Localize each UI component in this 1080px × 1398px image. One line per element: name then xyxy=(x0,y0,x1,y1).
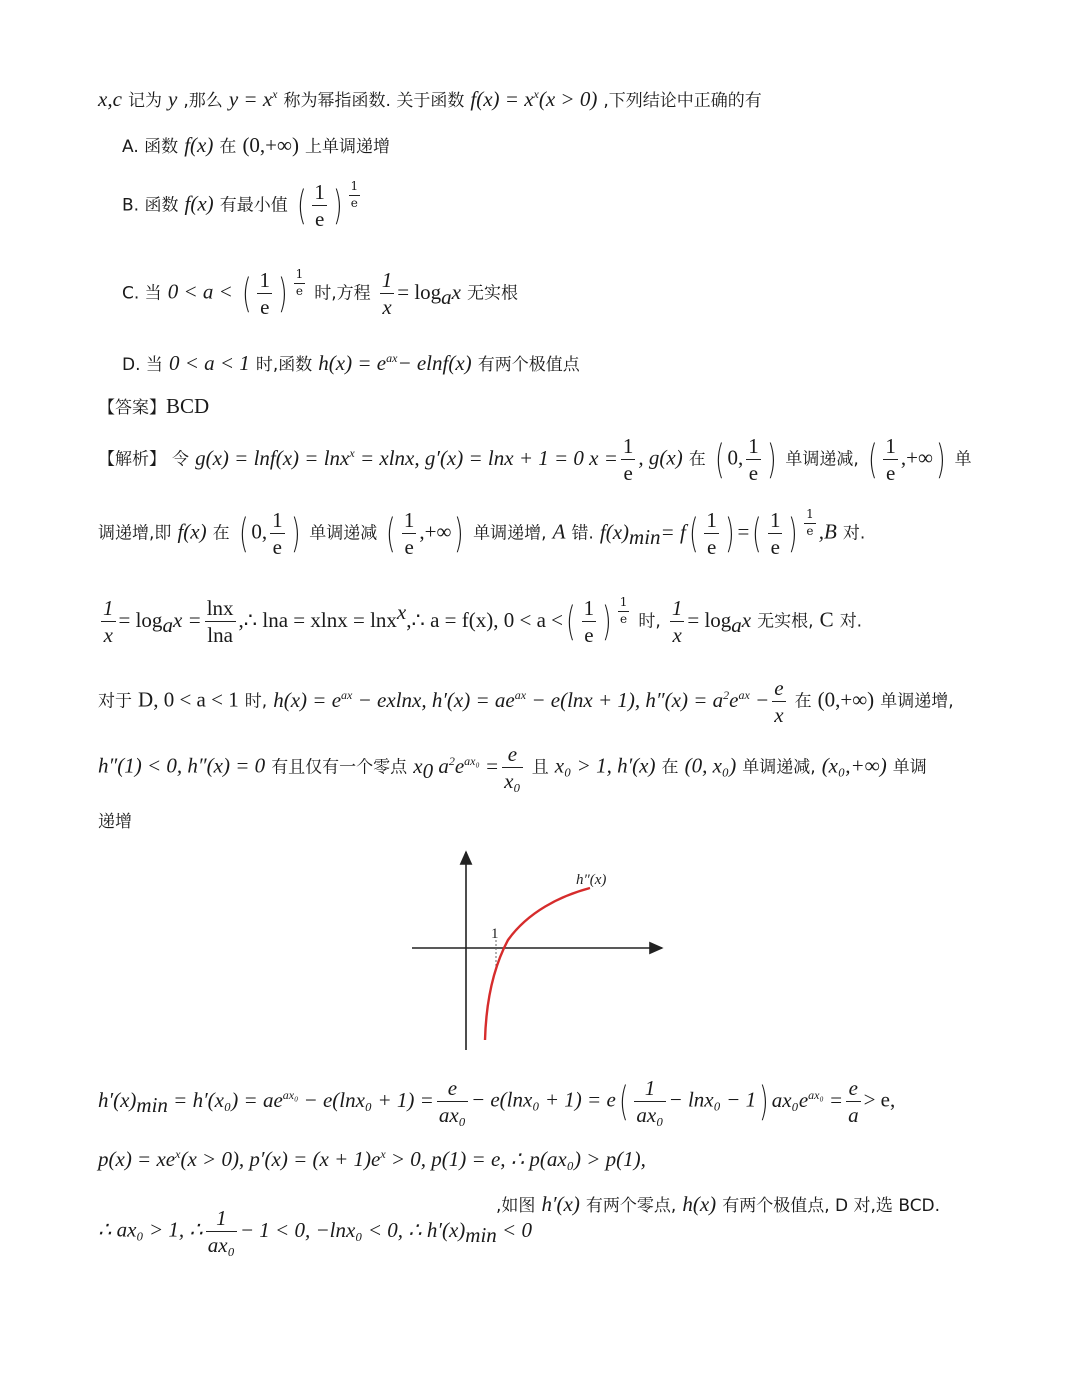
intro-line xyxy=(98,88,762,110)
analysis-line-9-right xyxy=(496,1194,940,1215)
analysis-line-6 xyxy=(98,812,132,831)
graph-figure xyxy=(400,840,680,1060)
analysis-line-2 xyxy=(98,508,865,559)
paren-open: ( xyxy=(752,510,762,557)
analysis-line-7 xyxy=(98,1076,895,1127)
analysis-3-expr-3: = $\log_ax$ xyxy=(687,607,752,637)
option-b-f: f(x) xyxy=(184,191,214,216)
analysis-7-expr-3: − lnx₀ − 1 xyxy=(668,1087,757,1112)
analysis-1-expr: g(x) = lnf(x) = lnx$^x$ = xlnx, g′(x) = lnx + 1 = 0 x = xyxy=(195,445,618,470)
analysis-2-frac-2: $\frac{1}{e}$ xyxy=(769,508,781,560)
analysis-4-text-0: 对于 xyxy=(98,691,132,712)
intro-text-3: 称为幂指函数. 关于函数 xyxy=(283,91,465,111)
analysis-2-text-1: 在 xyxy=(212,523,230,544)
intro-head: x,c xyxy=(98,87,122,111)
option-c-label: C. 当 xyxy=(122,283,162,304)
analysis-3-text-1: 时, xyxy=(638,611,661,632)
analysis-2-text-4: 错. xyxy=(571,523,594,544)
option-a-tail: 上单调递增 xyxy=(305,137,391,157)
analysis-7-frac-3: $\frac{e}{a}$ xyxy=(848,1076,859,1128)
analysis-1-text-1: 在 xyxy=(688,449,706,470)
paren-open: ( xyxy=(867,436,878,483)
intro-text-2: ,那么 xyxy=(183,91,223,111)
option-b-label: B. 函数 xyxy=(122,195,179,216)
option-d-pre: 0 < a < 1 xyxy=(168,351,250,375)
analysis-1-text-2: 单调递减, xyxy=(785,449,859,470)
analysis-4-expr-0: D, 0 < a < 1 xyxy=(138,687,239,712)
interval-3-frac: $\frac{1}{e}$ xyxy=(272,508,283,560)
analysis-2-text-2: 单调递减 xyxy=(309,523,378,544)
analysis-line-1 xyxy=(98,434,972,485)
option-b-exponent: $\frac{1}{e}$ xyxy=(350,179,359,210)
analysis-3-expr-1: = $\log_ax$ = xyxy=(118,607,202,637)
paren-close: ) xyxy=(454,510,464,557)
analysis-7-expr-4: $ax_0e^{ax_0}$ = xyxy=(771,1087,844,1112)
option-a xyxy=(122,135,390,156)
analysis-1-text-0: 令 xyxy=(172,449,190,470)
analysis-9-expr-2: − 1 < 0, −lnx₀ < 0, ∴ $h'(x)_{min} < 0$ xyxy=(239,1217,532,1247)
option-a-text: 在 xyxy=(219,137,237,157)
paren-open: ( xyxy=(618,1078,629,1125)
analysis-1-expr-2: , g(x) xyxy=(638,445,683,470)
intro-y: y xyxy=(168,87,178,111)
option-a-interval: (0,+∞) xyxy=(242,133,299,157)
analysis-5-text-5: 单调 xyxy=(892,757,927,778)
interval-2-frac: $\frac{1}{e}$ xyxy=(885,434,896,486)
analysis-6-text-0: 递增 xyxy=(98,812,132,832)
option-d xyxy=(122,352,580,374)
tick-label: 1 xyxy=(491,926,499,942)
analysis-3-expr-2: ,∴ lna = xlnx = lnx$^x$,∴ a = f(x), 0 < a < xyxy=(238,599,563,632)
analysis-2-text-3: 单调递增, xyxy=(473,523,547,544)
analysis-7-expr-2: − e(lnx₀ + 1) = e xyxy=(470,1087,616,1112)
analysis-5-expr-1: h″(1) < 0, h″(x) = 0 xyxy=(98,753,266,778)
analysis-7-frac-1: $\frac{e}{\text{ax₀}}$ xyxy=(438,1076,466,1128)
analysis-4-text-1: 时, xyxy=(244,691,268,712)
analysis-2-b: ,B xyxy=(818,519,837,544)
paren-close: ) xyxy=(290,510,301,557)
option-c-exponent: $\frac{1}{e}$ xyxy=(295,267,304,298)
analysis-line-8 xyxy=(98,1148,646,1170)
paren-open: ( xyxy=(566,598,576,645)
analysis-7-frac-2: $\frac{1}{\text{ax₀}}$ xyxy=(636,1076,664,1128)
analysis-2-eq: = xyxy=(737,519,750,544)
analysis-2-fmin: $f(x)_{min}= f$ xyxy=(599,519,686,549)
interval-1-pre: 0, xyxy=(727,445,744,470)
paren-close: ) xyxy=(602,598,612,645)
analysis-5-text-2: 且 xyxy=(531,757,549,778)
analysis-4-expr-1: $h(x) = e^{ax} - exlnx$, $h'(x) = ae^{ax} - e(\ln x + 1)$, $h''(x) = a^2e^{ax}$ − xyxy=(273,687,770,712)
analysis-4-text-2: 在 xyxy=(794,691,812,712)
intro-text-4: ,下列结论中正确的有 xyxy=(603,91,762,111)
option-c-eq-rhs: = $\log_ax$ xyxy=(397,279,461,309)
curve-h-double-prime xyxy=(485,888,590,1040)
analysis-5-frac: $\frac{e}{\text{x₀}}$ xyxy=(504,742,521,794)
analysis-5-interval-2: (x₀,+∞) xyxy=(821,753,887,778)
analysis-line-9-left xyxy=(98,1206,532,1257)
analysis-9-expr-5: h(x) xyxy=(682,1192,717,1216)
paren-close: ) xyxy=(333,182,343,229)
paren-open: ( xyxy=(714,436,725,483)
analysis-5-text-4: 单调递减, xyxy=(742,757,816,778)
analysis-9-frac: $\frac{1}{\text{ax₀}}$ xyxy=(207,1206,235,1258)
paren-close: ) xyxy=(759,1078,769,1125)
analysis-4-frac: $\frac{e}{x}$ xyxy=(774,676,784,728)
paren-close: ) xyxy=(936,436,946,483)
curve-label: h″(x) xyxy=(576,872,607,888)
analysis-line-5 xyxy=(98,742,927,793)
option-c-text: 时,方程 xyxy=(314,283,371,304)
analysis-9-text-2: 有两个零点, xyxy=(585,1196,677,1216)
analysis-2-text-5: 对. xyxy=(842,523,866,544)
option-d-tail: 有两个极值点 xyxy=(477,355,580,375)
analysis-2-a: A xyxy=(552,519,566,544)
paren-open: ( xyxy=(296,182,307,229)
analysis-9-expr-1: ∴ ax₀ > 1, ∴ xyxy=(98,1217,203,1242)
analysis-3-frac-1: $\frac{1}{x}$ xyxy=(103,596,114,648)
analysis-5-text-1: 有且仅有一个零点 xyxy=(271,757,408,778)
analysis-2-frac-1: $\frac{1}{e}$ xyxy=(706,508,717,560)
intro-expr-2: $f(x) = x^x(x > 0)$ xyxy=(470,87,598,111)
interval-1-frac: $\frac{1}{e}$ xyxy=(748,434,759,486)
interval-3-pre: 0, xyxy=(251,519,268,544)
interval-4-frac: $\frac{1}{e}$ xyxy=(403,508,415,560)
analysis-3-text-2: 无实根, xyxy=(757,611,814,632)
interval-4-post: ,+∞ xyxy=(419,519,452,544)
analysis-4-text-3: 单调递增, xyxy=(880,691,954,712)
analysis-3-text-3: 对. xyxy=(839,611,863,632)
analysis-1-frac: $\frac{1}{e}$ xyxy=(622,434,634,486)
analysis-line-3 xyxy=(98,596,862,647)
option-d-expr: $h(x) = e^{ax}- elnf(x)$ xyxy=(318,351,472,375)
analysis-9-expr-4: h′(x) xyxy=(541,1192,580,1216)
option-a-label: A. 函数 xyxy=(122,137,179,157)
answer-line xyxy=(98,396,209,417)
analysis-7-expr-5: > e, xyxy=(863,1087,896,1112)
paren-close: ) xyxy=(788,510,798,557)
option-d-label: D. 当 xyxy=(122,355,163,375)
analysis-4-interval: (0,+∞) xyxy=(817,687,875,712)
interval-2-post: ,+∞ xyxy=(900,445,933,470)
paren-close: ) xyxy=(278,270,288,317)
option-a-f: f(x) xyxy=(184,133,214,157)
option-d-text: 时,函数 xyxy=(255,355,313,375)
intro-expr-1: $y = x^x$ xyxy=(228,87,278,111)
option-b xyxy=(122,180,363,231)
analysis-3-frac-3: $\frac{1}{e}$ xyxy=(583,596,595,648)
analysis-3-exponent: $\frac{1}{e}$ xyxy=(619,595,628,626)
answer-label: 【答案】 xyxy=(98,398,166,418)
analysis-3-frac-2: $\frac{\ln x}{\ln a}$ xyxy=(206,596,234,648)
analysis-3-frac-4: $\frac{1}{x}$ xyxy=(671,596,683,648)
paren-close: ) xyxy=(725,510,735,557)
analysis-3-c: C xyxy=(819,607,834,632)
option-c xyxy=(122,268,518,319)
paren-open: ( xyxy=(241,270,252,317)
analysis-8-expr: $p(x) = xe^x(x > 0)$, $p'(x) = (x + 1)e^x > 0$, p(1) = e, ∴ p(ax₀) > p(1), xyxy=(98,1147,646,1171)
intro-text-1: 记为 xyxy=(127,91,162,111)
option-c-tail: 无实根 xyxy=(467,283,519,304)
option-c-fraction: $\frac{1}{e}$ xyxy=(259,268,270,320)
option-c-pre: 0 < a < xyxy=(167,279,233,304)
answer-value: BCD xyxy=(166,394,210,418)
option-b-text: 有最小值 xyxy=(219,195,288,216)
paren-open: ( xyxy=(386,510,396,557)
option-b-fraction: $\frac{1}{e}$ xyxy=(314,180,325,232)
paren-open: ( xyxy=(238,510,249,557)
analysis-7-expr-1: $h'(x)_{min} = h'(x_0) = ae^{ax_0} - e(\ln x_0 + 1)$ = xyxy=(98,1087,434,1117)
analysis-9-text-3: 有两个极值点, D 对,选 BCD. xyxy=(722,1196,941,1216)
analysis-2-text-0: 调递增,即 xyxy=(98,523,172,544)
paren-open: ( xyxy=(688,510,699,557)
analysis-5-interval-1: (0, x₀) xyxy=(684,753,737,778)
paren-close: ) xyxy=(766,436,777,483)
analysis-5-expr-2: $x_0$ $a^2e^{ax_0}$ = xyxy=(413,753,500,783)
analysis-2-exponent: $\frac{1}{e}$ xyxy=(806,507,814,538)
analysis-label: 【解析】 xyxy=(98,449,166,470)
analysis-9-text-1: ,如图 xyxy=(496,1196,536,1216)
option-c-eq-fraction: $\frac{1}{x}$ xyxy=(381,268,393,320)
analysis-5-text-3: 在 xyxy=(661,757,679,778)
analysis-2-f: f(x) xyxy=(177,519,207,544)
analysis-1-text-3: 单 xyxy=(954,449,972,470)
analysis-line-4 xyxy=(98,676,954,727)
analysis-5-expr-3: x₀ > 1, h′(x) xyxy=(554,753,656,778)
